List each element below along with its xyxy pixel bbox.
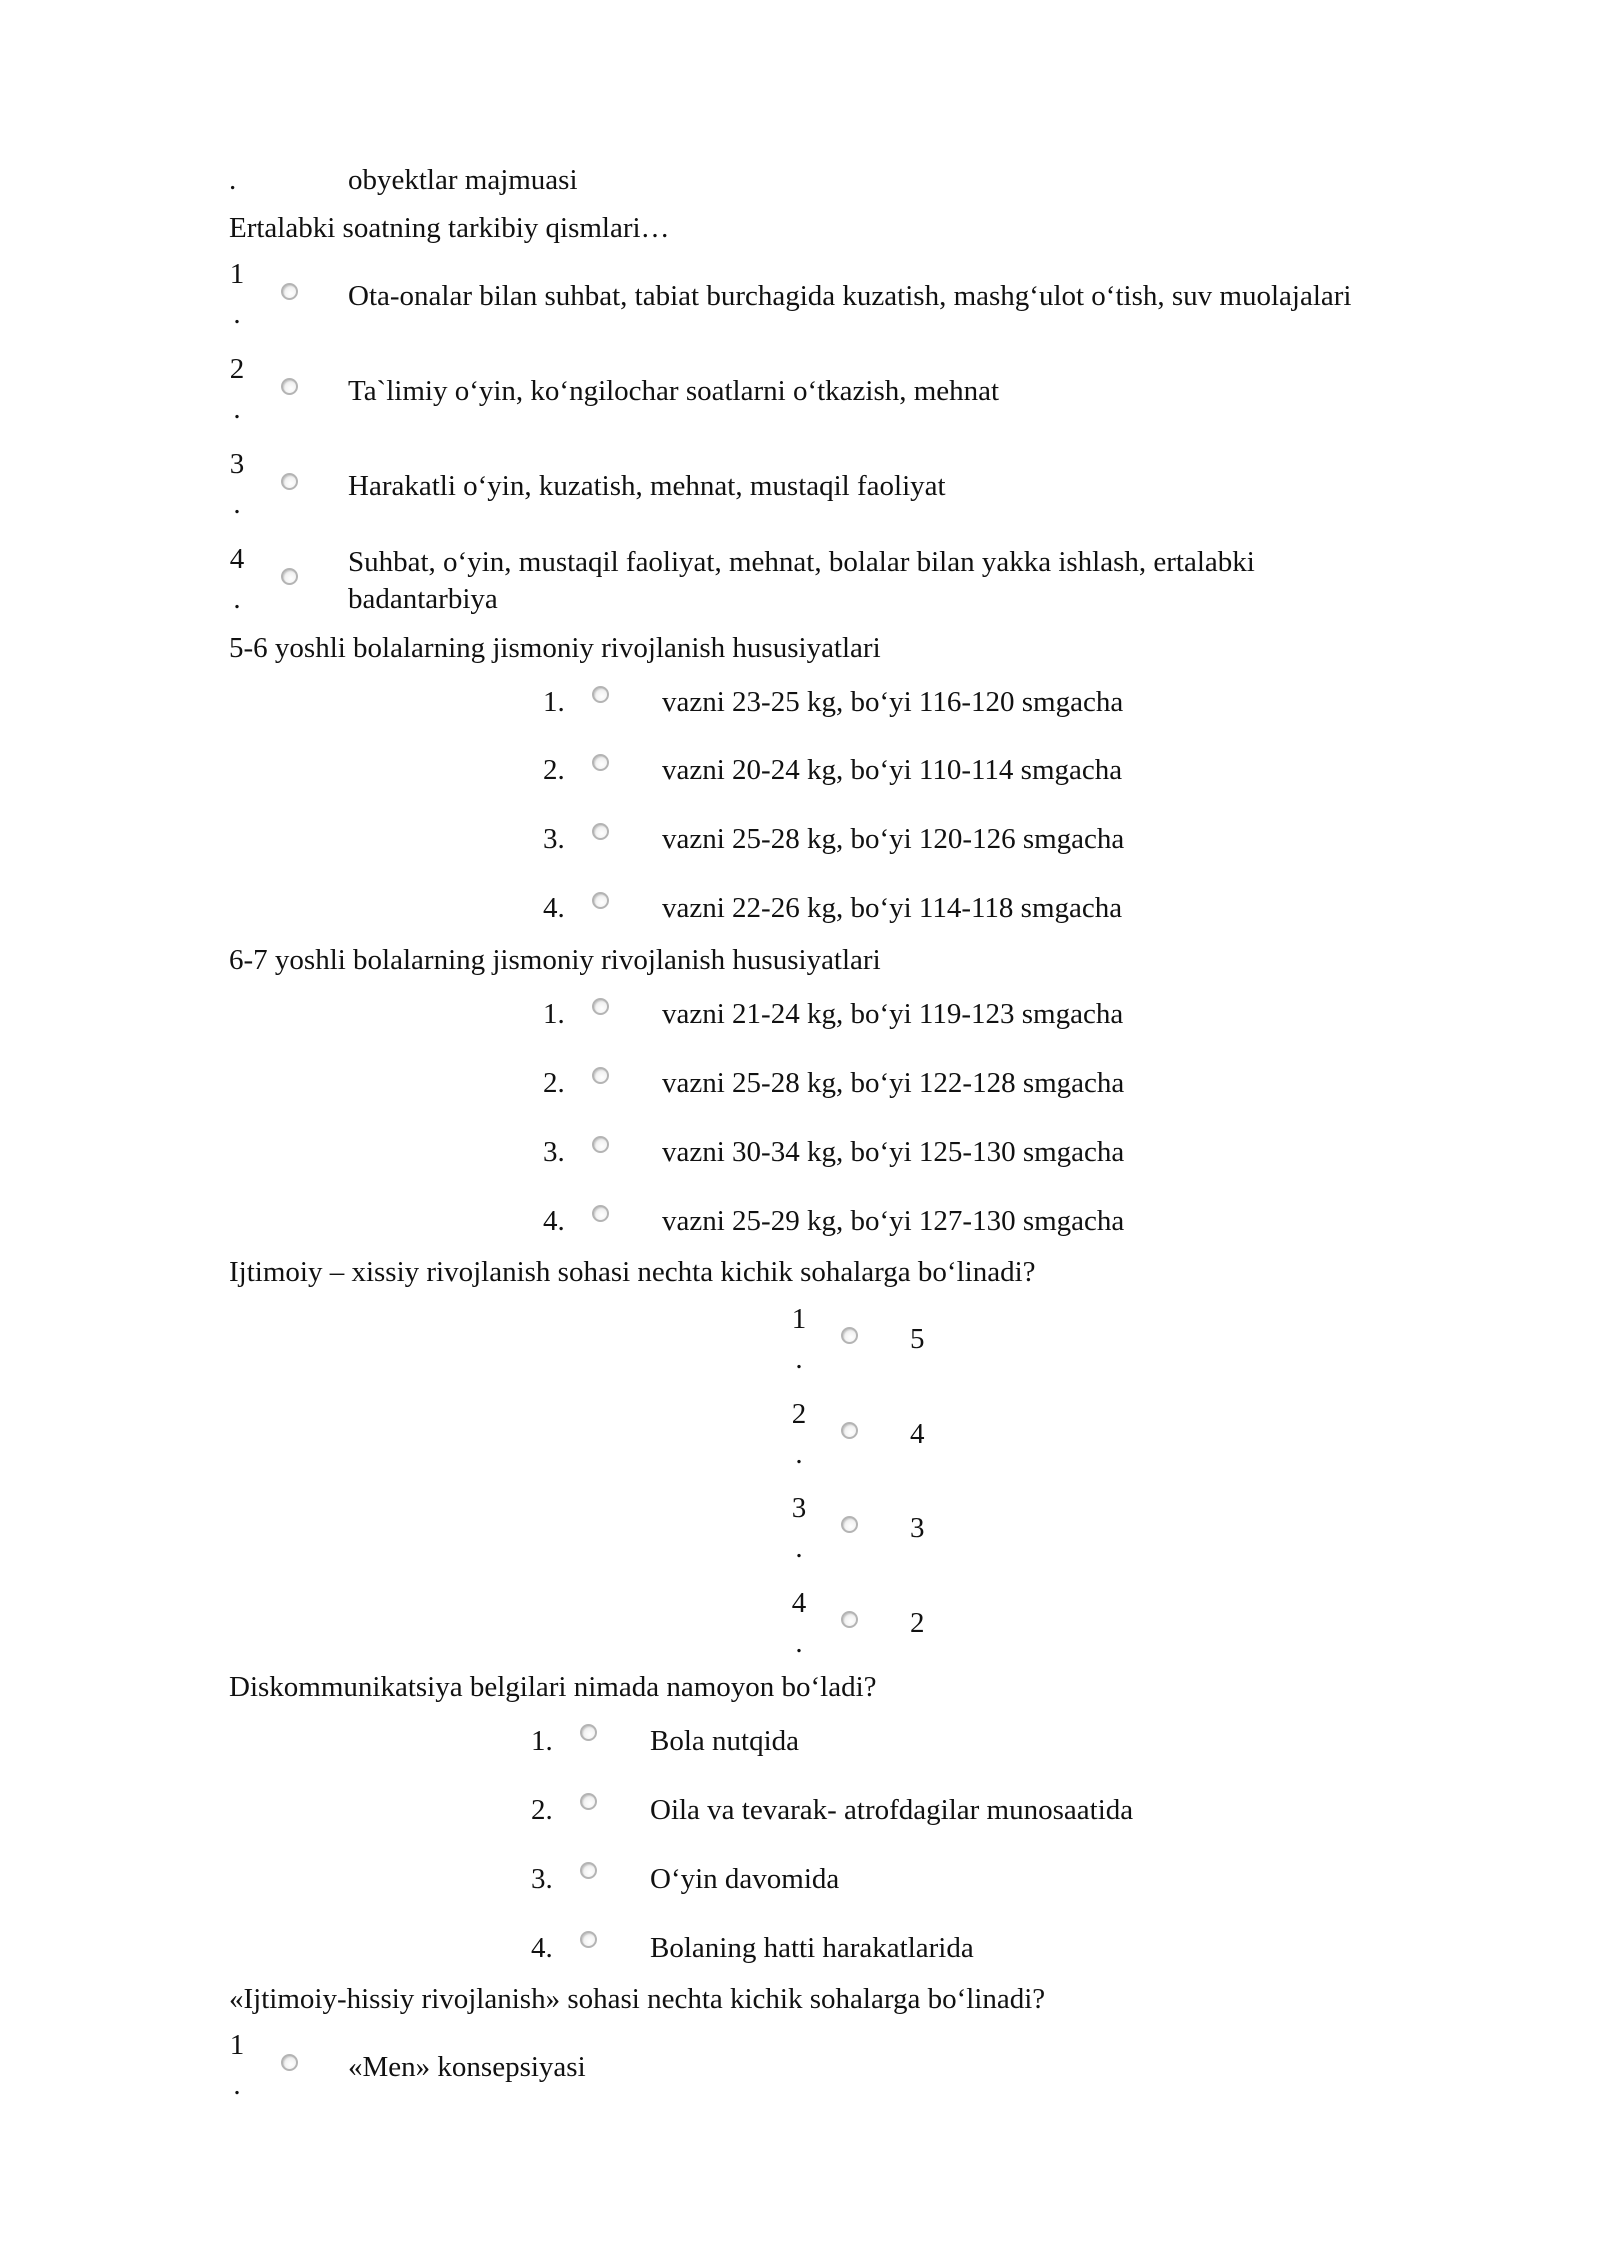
- radio-button[interactable]: [841, 1516, 858, 1533]
- option-number: 3.: [543, 823, 565, 855]
- option-text: vazni 25-28 kg, bo‘yi 122-128 smgacha: [662, 1067, 1125, 1099]
- radio-button[interactable]: [841, 1327, 858, 1344]
- option-text: vazni 30-34 kg, bo‘yi 125-130 smgacha: [662, 1136, 1125, 1168]
- option-number: 3.: [543, 1136, 565, 1168]
- option-number: 3: [229, 448, 245, 480]
- option-text: Oila va tevarak- atrofdagilar munosaatida: [650, 1794, 1134, 1826]
- question-text: 5-6 yoshli bolalarning jismoniy rivojlanish hususiyatlari: [229, 632, 881, 664]
- option-text: 3: [910, 1512, 925, 1544]
- option-number: 1: [229, 2029, 245, 2061]
- option-number: 1.: [543, 998, 565, 1030]
- radio-button[interactable]: [281, 473, 298, 490]
- option-number: 2.: [543, 754, 565, 786]
- option-text: Ota-onalar bilan suhbat, tabiat burchagida kuzatish, mashg‘ulot o‘tish, suv muolajalari: [348, 280, 1352, 312]
- option-number: 4: [229, 543, 245, 575]
- option-number: 1: [791, 1303, 807, 1335]
- option-number-dot: .: [233, 583, 241, 615]
- question-text: Diskommunikatsiya belgilari nimada namoyon bo‘ladi?: [229, 1671, 877, 1703]
- radio-button[interactable]: [841, 1611, 858, 1628]
- option-number: 4: [791, 1587, 807, 1619]
- option-text: 4: [910, 1418, 925, 1450]
- option-text: vazni 21-24 kg, bo‘yi 119-123 smgacha: [662, 998, 1124, 1030]
- option-number-dot: .: [233, 298, 241, 330]
- radio-button[interactable]: [592, 1067, 609, 1084]
- option-number: 3.: [531, 1863, 553, 1895]
- option-text: vazni 25-28 kg, bo‘yi 120-126 smgacha: [662, 823, 1125, 855]
- option-number-dot: .: [233, 2069, 241, 2101]
- option-text: vazni 22-26 kg, bo‘yi 114-118 smgacha: [662, 892, 1123, 924]
- radio-button[interactable]: [592, 823, 609, 840]
- option-text: Bolaning hatti harakatlarida: [650, 1932, 974, 1964]
- radio-button[interactable]: [592, 998, 609, 1015]
- option-text: vazni 23-25 kg, bo‘yi 116-120 smgacha: [662, 686, 1124, 718]
- option-number-dot: .: [233, 488, 241, 520]
- question-text: «Ijtimoiy-hissiy rivojlanish» sohasi nechta kichik sohalarga bo‘linadi?: [229, 1983, 1046, 2015]
- option-number: 4.: [543, 892, 565, 924]
- option-text: Harakatli o‘yin, kuzatish, mehnat, mustaqil faoliyat: [348, 470, 946, 502]
- option-text: 2: [910, 1607, 925, 1639]
- radio-button[interactable]: [592, 754, 609, 771]
- radio-button[interactable]: [580, 1931, 597, 1948]
- option-number-dot: .: [795, 1343, 803, 1375]
- option-text: «Men» konsepsiyasi: [348, 2051, 586, 2083]
- radio-button[interactable]: [580, 1724, 597, 1741]
- option-number-dot: .: [233, 393, 241, 425]
- question-text: Ertalabki soatning tarkibiy qismlari…: [229, 212, 670, 244]
- option-number: 2: [229, 353, 245, 385]
- option-text: obyektlar majmuasi: [348, 164, 578, 196]
- option-text: O‘yin davomida: [650, 1863, 840, 1895]
- radio-button[interactable]: [592, 1136, 609, 1153]
- radio-button[interactable]: [580, 1862, 597, 1879]
- radio-button[interactable]: [281, 568, 298, 585]
- option-number: 2.: [531, 1794, 553, 1826]
- option-text: vazni 20-24 kg, bo‘yi 110-114 smgacha: [662, 754, 1123, 786]
- radio-button[interactable]: [592, 1205, 609, 1222]
- question-text: Ijtimoiy – xissiy rivojlanish sohasi nechta kichik sohalarga bo‘linadi?: [229, 1256, 1036, 1288]
- radio-button[interactable]: [580, 1793, 597, 1810]
- radio-button[interactable]: [592, 892, 609, 909]
- option-number: 1.: [531, 1725, 553, 1757]
- option-text: Ta`limiy o‘yin, ko‘ngilochar soatlarni o‘tkazish, mehnat: [348, 375, 1000, 407]
- option-text: Suhbat, o‘yin, mustaqil faoliyat, mehnat, bolalar bilan yakka ishlash, ertalabki badantarbiya: [348, 546, 1255, 615]
- radio-button[interactable]: [281, 2054, 298, 2071]
- radio-button[interactable]: [841, 1422, 858, 1439]
- radio-button[interactable]: [281, 283, 298, 300]
- option-text: 5: [910, 1323, 925, 1355]
- option-text: vazni 25-29 kg, bo‘yi 127-130 smgacha: [662, 1205, 1125, 1237]
- list-marker: .: [229, 164, 237, 196]
- option-number: 2.: [543, 1067, 565, 1099]
- option-number-dot: .: [795, 1438, 803, 1470]
- option-number: 1.: [543, 686, 565, 718]
- option-number: 3: [791, 1492, 807, 1524]
- radio-button[interactable]: [281, 378, 298, 395]
- option-number: 1: [229, 258, 245, 290]
- option-number: 2: [791, 1398, 807, 1430]
- radio-button[interactable]: [592, 686, 609, 703]
- option-number-dot: .: [795, 1532, 803, 1564]
- option-number: 4.: [543, 1205, 565, 1237]
- option-number-dot: .: [795, 1627, 803, 1659]
- option-text: Bola nutqida: [650, 1725, 800, 1757]
- question-text: 6-7 yoshli bolalarning jismoniy rivojlanish hususiyatlari: [229, 944, 881, 976]
- option-number: 4.: [531, 1932, 553, 1964]
